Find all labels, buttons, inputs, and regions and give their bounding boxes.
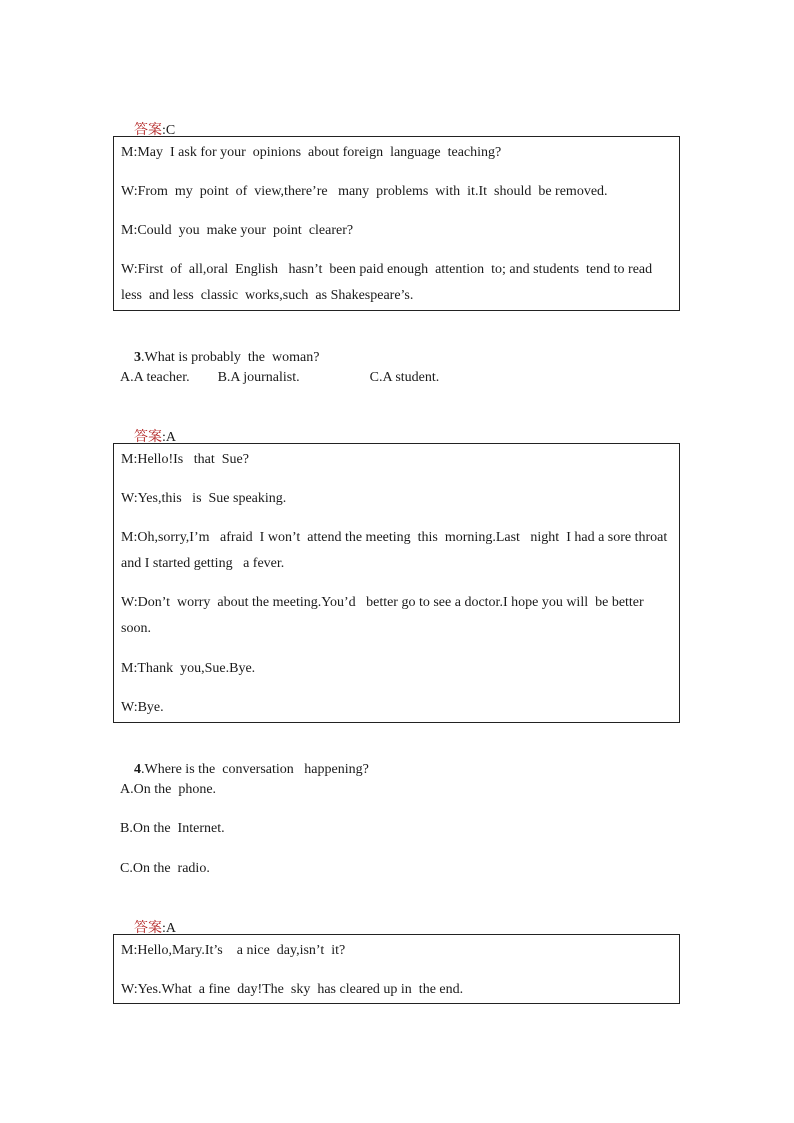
answer-key-label: 答案 (134, 920, 162, 936)
dialog-line: M:Could you make your point clearer? (121, 223, 354, 238)
dialog-line: M:Thank you,Sue.Bye. (121, 661, 256, 676)
dialog-line: W:Yes.What a fine day!The sky has cleared up in the end. (121, 982, 464, 997)
dialog-line: W:Yes,this is Sue speaking. (121, 491, 287, 506)
question-text: .What is probably the woman? (141, 350, 320, 365)
dialog-box-3 (113, 443, 680, 723)
option-c: C.On the radio. (120, 861, 210, 876)
dialog-line: M:Hello,Mary.It’s a nice day,isn’t it? (121, 943, 346, 958)
dialog-box-4 (113, 934, 680, 1004)
dialog-line: M:Oh,sorry,I’m afraid I won’t attend the meeting this morning.Last night I had a sore throat and I started getting a fever. (121, 530, 675, 571)
dialog-line: W:From my point of view,there’re many problems with it.It should be removed. (121, 184, 608, 199)
dialog-box-2 (113, 136, 680, 311)
question-number: 3 (134, 350, 141, 365)
answer-value: :C (162, 123, 176, 138)
dialog-line: M:Hello!Is that Sue? (121, 452, 249, 467)
dialog-line: W:Bye. (121, 700, 164, 715)
question-3-options: A.A teacher. B.A journalist. C.A student. (120, 370, 440, 385)
answer-key-label: 答案 (134, 429, 162, 445)
dialog-line: W:First of all,oral English hasn’t been paid enough attention to; and students tend to read less and less classic works,such as Shakespeare’s. (121, 262, 656, 303)
answer-value: :A (162, 430, 176, 445)
dialog-line: M:May I ask for your opinions about foreign language teaching? (121, 145, 502, 160)
question-text: .Where is the conversation happening? (141, 762, 369, 777)
question-number: 4 (134, 762, 141, 777)
dialog-line: W:Don’t worry about the meeting.You’d better go to see a doctor.I hope you will be better soon. (121, 595, 648, 636)
answer-key-label: 答案 (134, 122, 162, 138)
option-b: B.On the Internet. (120, 821, 225, 836)
option-a: A.On the phone. (120, 782, 217, 797)
answer-value: :A (162, 921, 176, 936)
